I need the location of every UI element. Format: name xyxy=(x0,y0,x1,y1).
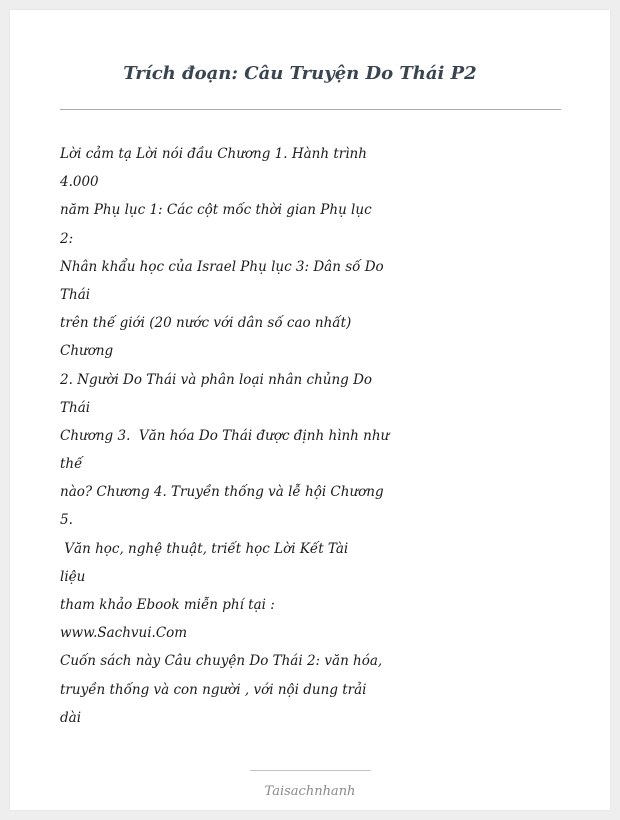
text-line: Lời cảm tạ Lời nói đầu Chương 1. Hành trình xyxy=(60,146,367,162)
text-line: 5. xyxy=(60,512,73,529)
text-line: liệu xyxy=(60,568,86,585)
text-line: truyền thống và con người , với nội dung trải xyxy=(60,681,367,698)
text-line: Cuốn sách này Câu chuyện Do Thái 2: văn hóa, xyxy=(60,653,383,670)
footer-text: Taisachnhanh xyxy=(264,784,356,799)
text-line: năm Phụ lục 1: Các cột mốc thời gian Phụ lục xyxy=(60,202,372,219)
text-line: Thái xyxy=(60,286,91,303)
text-line: tham khảo Ebook miễn phí tại : xyxy=(60,597,275,613)
text-line: Nhân khẩu học của Israel Phụ lục 3: Dân số Do xyxy=(60,258,384,275)
text-line: Văn học, nghệ thuật, triết học Lời Kết Tài xyxy=(60,540,349,557)
text-line: dài xyxy=(60,709,82,726)
text-line: thế xyxy=(60,456,83,473)
text-line: 2. Người Do Thái và phân loại nhân chủng Do xyxy=(60,371,373,388)
document-page xyxy=(10,10,610,810)
body-text xyxy=(60,140,390,732)
footer-divider xyxy=(250,770,371,771)
text-line: Chương xyxy=(60,343,114,360)
text-line: nào? Chương 4. Truyền thống và lễ hội Chương xyxy=(60,484,384,501)
text-line: 2: xyxy=(60,230,74,247)
page-title: Trích đoạn: Câu Truyện Do Thái P2 xyxy=(123,63,477,84)
text-line: 4.000 xyxy=(60,174,99,191)
text-line: Chương 3. Văn hóa Do Thái được định hình như xyxy=(60,427,390,444)
text-line: Thái xyxy=(60,399,91,416)
title-divider xyxy=(60,109,561,110)
text-line: trên thế giới (20 nước với dân số cao nhất) xyxy=(60,315,352,332)
text-line: www.Sachvui.Com xyxy=(60,625,188,642)
